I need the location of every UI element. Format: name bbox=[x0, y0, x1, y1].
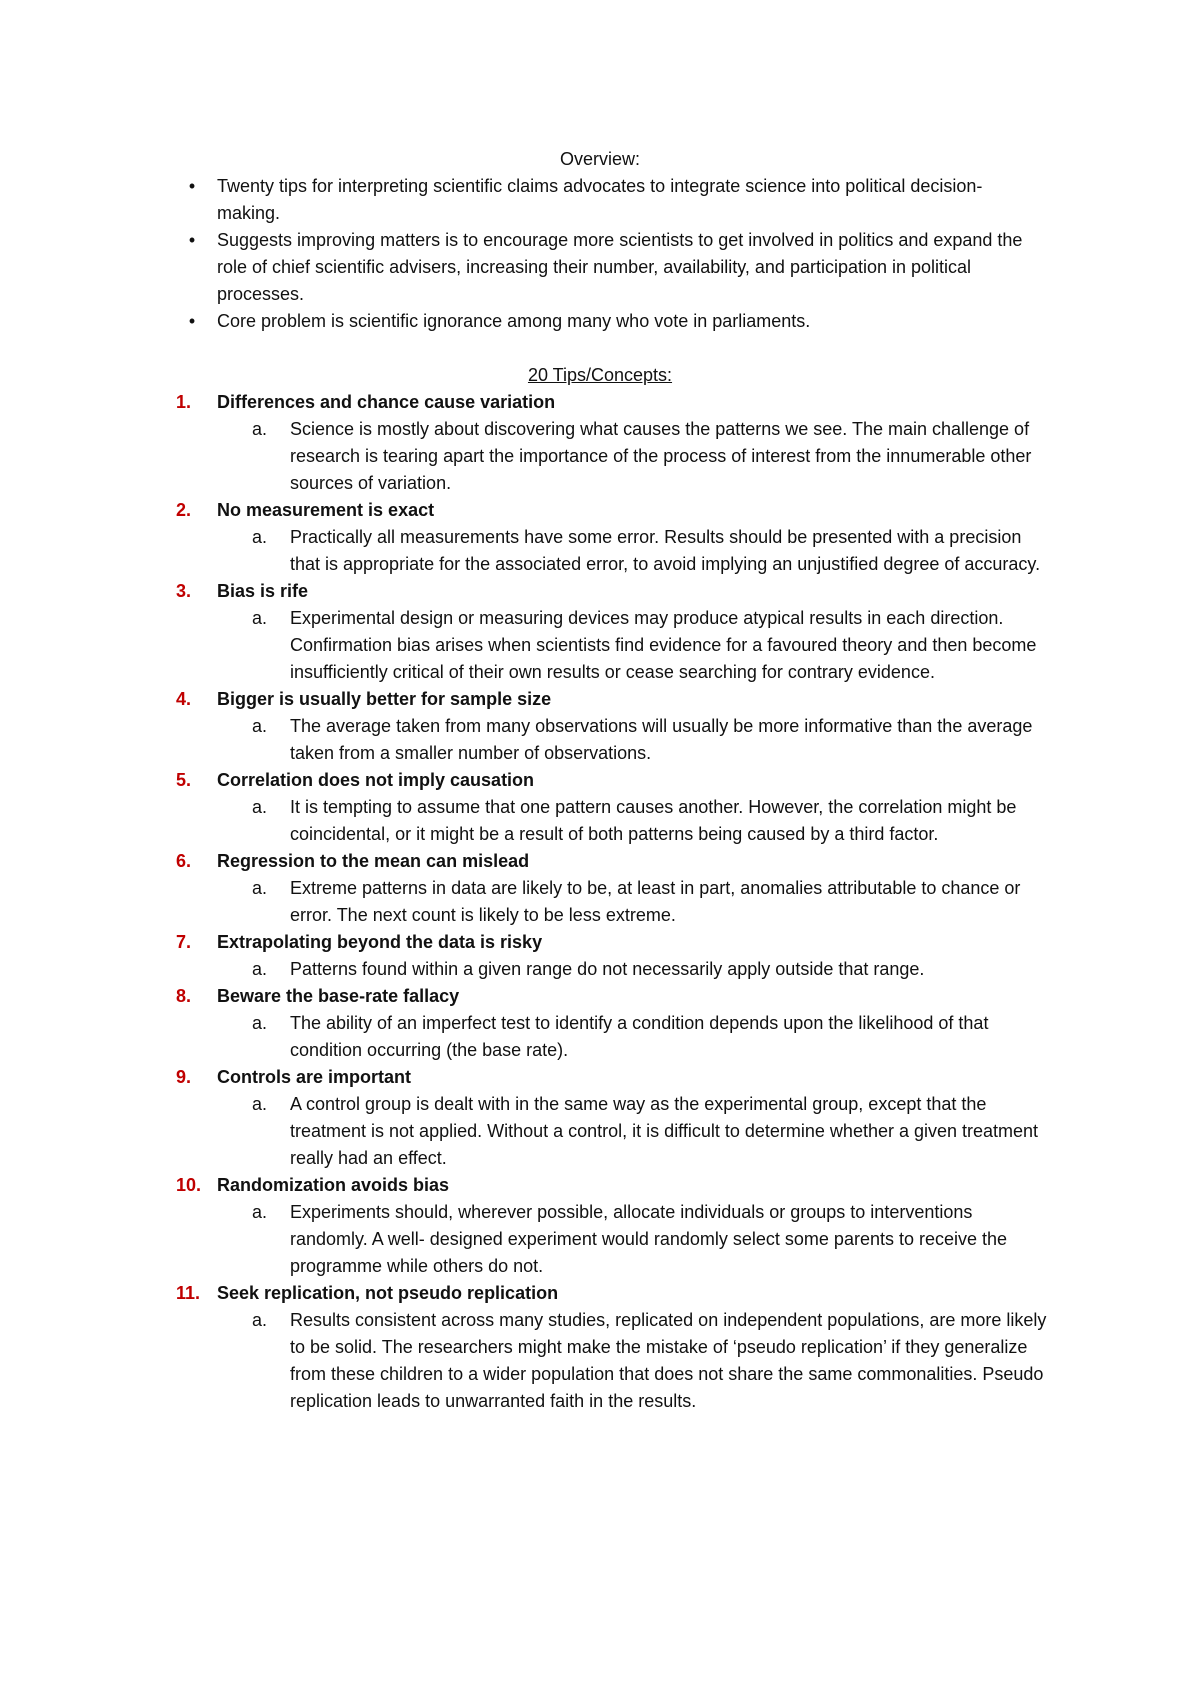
tip-subpoint bbox=[217, 956, 1050, 983]
subpoint-letter: a. bbox=[252, 1310, 268, 1330]
tip-subpoint bbox=[217, 605, 1050, 686]
tip-subpoint bbox=[217, 875, 1050, 929]
overview-item bbox=[0, 227, 1200, 308]
tip-title: Seek replication, not pseudo replication bbox=[217, 1283, 559, 1303]
subpoint-text: Experiments should, wherever possible, allocate individuals or groups to interventions randomly. A well- designed experiment would randomly select some parents to receive the programme while others do not. bbox=[290, 1202, 1008, 1276]
tip-number: 11. bbox=[176, 1283, 201, 1303]
tip-item bbox=[0, 929, 1200, 983]
subpoint-text: The ability of an imperfect test to identify a condition depends upon the likelihood of that condition occurring (the base rate). bbox=[290, 1013, 989, 1060]
tip-title: Bigger is usually better for sample size bbox=[217, 689, 552, 709]
overview-item-text: Suggests improving matters is to encourage more scientists to get involved in politics and expand the role of chief scientific advisers, increasing their number, availability, and participation in political processes. bbox=[217, 230, 1023, 304]
tip-subpoint bbox=[217, 416, 1050, 497]
subpoint-text: Extreme patterns in data are likely to be, at least in part, anomalies attributable to chance or error. The next count is likely to be less extreme. bbox=[290, 878, 1021, 925]
tips-list bbox=[0, 389, 1200, 1415]
subpoint-letter: a. bbox=[252, 527, 268, 547]
tip-item bbox=[0, 983, 1200, 1064]
tip-number: 7. bbox=[176, 932, 192, 952]
tip-title: Beware the base-rate fallacy bbox=[217, 986, 460, 1006]
tip-number: 4. bbox=[176, 689, 192, 709]
tip-subpoint bbox=[217, 1199, 1050, 1280]
tip-title: Randomization avoids bias bbox=[217, 1175, 450, 1195]
bullet-icon: • bbox=[188, 230, 196, 250]
tip-title: Controls are important bbox=[217, 1067, 412, 1087]
tip-title: Correlation does not imply causation bbox=[217, 770, 535, 790]
subpoint-letter: a. bbox=[252, 608, 268, 628]
tip-number: 10. bbox=[176, 1175, 202, 1195]
subpoint-letter: a. bbox=[252, 797, 268, 817]
tip-number: 1. bbox=[176, 392, 192, 412]
tip-subpoint bbox=[217, 1307, 1050, 1415]
overview-item-text: Core problem is scientific ignorance among many who vote in parliaments. bbox=[217, 311, 811, 331]
document-body bbox=[0, 146, 1200, 1415]
tip-number: 3. bbox=[176, 581, 192, 601]
tip-item bbox=[0, 1280, 1200, 1415]
tip-title: No measurement is exact bbox=[217, 500, 435, 520]
overview-item-text: Twenty tips for interpreting scientific claims advocates to integrate science into political decision-making. bbox=[217, 176, 983, 223]
tip-title: Extrapolating beyond the data is risky bbox=[217, 932, 543, 952]
tip-item bbox=[0, 686, 1200, 767]
overview-item bbox=[0, 308, 1200, 335]
overview-item bbox=[0, 173, 1200, 227]
subpoint-letter: a. bbox=[252, 716, 268, 736]
subpoint-text: Results consistent across many studies, replicated on independent populations, are more likely to be solid. The researchers might make the mistake of ‘pseudo replication’ if they generalize from these children to a wider population that does not share the same commonalities. Pseudo replication leads to unwarranted faith in the results. bbox=[290, 1310, 1047, 1411]
subpoint-letter: a. bbox=[252, 1202, 268, 1222]
tip-item bbox=[0, 578, 1200, 686]
subpoint-text: The average taken from many observations will usually be more informative than the average taken from a smaller number of observations. bbox=[290, 716, 1033, 763]
tip-item bbox=[0, 1172, 1200, 1280]
tip-subpoint bbox=[217, 524, 1050, 578]
tip-number: 8. bbox=[176, 986, 192, 1006]
tip-item bbox=[0, 1064, 1200, 1172]
subpoint-letter: a. bbox=[252, 419, 268, 439]
tip-subpoint bbox=[217, 1091, 1050, 1172]
tip-title: Differences and chance cause variation bbox=[217, 392, 556, 412]
tip-title: Bias is rife bbox=[217, 581, 309, 601]
tip-number: 9. bbox=[176, 1067, 192, 1087]
tip-title: Regression to the mean can mislead bbox=[217, 851, 530, 871]
tip-subpoint bbox=[217, 713, 1050, 767]
tip-number: 2. bbox=[176, 500, 192, 520]
subpoint-letter: a. bbox=[252, 1013, 268, 1033]
overview-list bbox=[0, 173, 1200, 335]
subpoint-letter: a. bbox=[252, 878, 268, 898]
bullet-icon: • bbox=[188, 311, 196, 331]
overview-heading: Overview: bbox=[559, 149, 640, 169]
tip-item bbox=[0, 767, 1200, 848]
subpoint-text: Practically all measurements have some error. Results should be presented with a precision that is appropriate for the associated error, to avoid implying an unjustified degree of accuracy. bbox=[290, 527, 1041, 574]
subpoint-text: It is tempting to assume that one pattern causes another. However, the correlation might be coincidental, or it might be a result of both patterns being caused by a third factor. bbox=[290, 797, 1017, 844]
subpoint-letter: a. bbox=[252, 1094, 268, 1114]
tip-item bbox=[0, 389, 1200, 497]
subpoint-text: A control group is dealt with in the same way as the experimental group, except that the treatment is not applied. Without a control, it is difficult to determine whether a given treatment really had an effect. bbox=[290, 1094, 1039, 1168]
section-spacer bbox=[0, 335, 1200, 362]
subpoint-text: Science is mostly about discovering what causes the patterns we see. The main challenge of research is tearing apart the importance of the process of interest from the innumerable other sources of variation. bbox=[290, 419, 1032, 493]
bullet-icon: • bbox=[188, 176, 196, 196]
subpoint-text: Experimental design or measuring devices may produce atypical results in each direction. Confirmation bias arises when scientists find evidence for a favoured theory and then become insufficiently critical of their own results or cease searching for contrary evidence. bbox=[290, 608, 1037, 682]
tips-heading: 20 Tips/Concepts: bbox=[527, 365, 673, 385]
tip-item bbox=[0, 848, 1200, 929]
subpoint-text: Patterns found within a given range do not necessarily apply outside that range. bbox=[290, 959, 925, 979]
tip-item bbox=[0, 497, 1200, 578]
tip-subpoint bbox=[217, 1010, 1050, 1064]
subpoint-letter: a. bbox=[252, 959, 268, 979]
tip-number: 6. bbox=[176, 851, 192, 871]
tip-number: 5. bbox=[176, 770, 192, 790]
tip-subpoint bbox=[217, 794, 1050, 848]
